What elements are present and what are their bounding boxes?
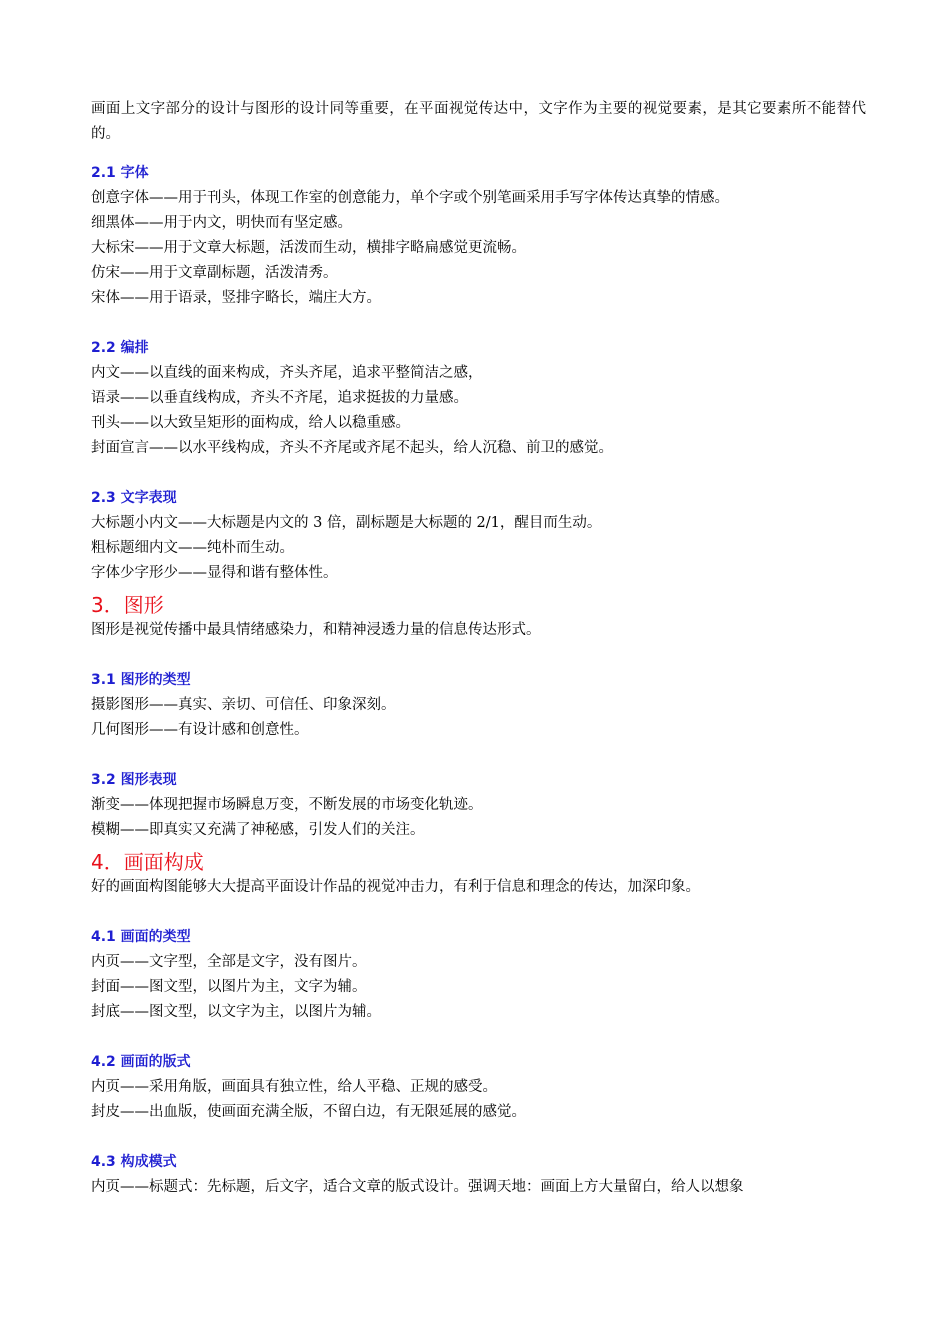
section-2-3-line: 大标题小内文——大标题是内文的 3 倍，副标题是大标题的 2/1，醒目而生动。	[91, 515, 602, 531]
section-2-2-line: 刊头——以大致呈矩形的面构成，给人以稳重感。	[91, 415, 410, 431]
section-2-1-line: 宋体——用于语录，竖排字略长，端庄大方。	[91, 290, 381, 306]
section-3-intro: 图形是视觉传播中最具情绪感染力，和精神浸透力量的信息传达形式。	[91, 622, 541, 638]
section-2-2-heading: 2.2 编排	[91, 340, 149, 356]
section-2-1-heading: 2.1 字体	[91, 165, 149, 181]
section-4-1-line: 封面——图文型，以图片为主，文字为辅。	[91, 979, 367, 995]
section-4-heading: 4．画面构成	[91, 850, 204, 874]
section-3-heading: 3．图形	[91, 593, 164, 617]
section-4-1-line: 内页——文字型，全部是文字，没有图片。	[91, 954, 367, 970]
section-2-1-line: 大标宋——用于文章大标题，活泼而生动，横排字略扁感觉更流畅。	[91, 240, 526, 256]
section-3-1-heading: 3.1 图形的类型	[91, 672, 191, 688]
section-2-3-heading: 2.3 文字表现	[91, 490, 177, 506]
section-4-intro: 好的画面构图能够大大提高平面设计作品的视觉冲击力，有利于信息和理念的传达，加深印象。	[91, 879, 700, 895]
section-3-1-line: 摄影图形——真实、亲切、可信任、印象深刻。	[91, 697, 396, 713]
section-3-2-line: 模糊——即真实又充满了神秘感，引发人们的关注。	[91, 822, 425, 838]
section-4-2-heading: 4.2 画面的版式	[91, 1054, 191, 1070]
section-2-3-line: 粗标题细内文——纯朴而生动。	[91, 540, 294, 556]
document-page	[91, 97, 866, 1200]
section-2-2-line: 内文——以直线的面来构成，齐头齐尾，追求平整简洁之感，	[91, 365, 483, 381]
section-4-2-line: 封皮——出血版，使画面充满全版，不留白边，有无限延展的感觉。	[91, 1104, 526, 1120]
section-4-2-line: 内页——采用角版，画面具有独立性，给人平稳、正规的感受。	[91, 1079, 497, 1095]
section-4-3-heading: 4.3 构成模式	[91, 1154, 177, 1170]
section-3-2-heading: 3.2 图形表现	[91, 772, 177, 788]
section-2-1-line: 仿宋——用于文章副标题，活泼清秀。	[91, 265, 338, 281]
section-4-3-line: 内页——标题式：先标题，后文字，适合文章的版式设计。强调天地：画面上方大量留白，给人以想象	[91, 1179, 744, 1195]
section-2-1-line: 创意字体——用于刊头，体现工作室的创意能力，单个字或个别笔画采用手写字体传达真挚的情感。	[91, 190, 729, 206]
section-3-1-line: 几何图形——有设计感和创意性。	[91, 722, 309, 738]
intro-paragraph: 画面上文字部分的设计与图形的设计同等重要，在平面视觉传达中，文字作为主要的视觉要素，是其它要素所不能替代的。	[91, 101, 866, 142]
section-2-2-line: 封面宣言——以水平线构成，齐头不齐尾或齐尾不起头，给人沉稳、前卫的感觉。	[91, 440, 613, 456]
section-4-1-heading: 4.1 画面的类型	[91, 929, 191, 945]
section-2-1-line: 细黑体——用于内文，明快而有坚定感。	[91, 215, 352, 231]
section-4-1-line: 封底——图文型，以文字为主，以图片为辅。	[91, 1004, 381, 1020]
section-2-3-line: 字体少字形少——显得和谐有整体性。	[91, 565, 338, 581]
section-2-2-line: 语录——以垂直线构成，齐头不齐尾，追求挺拔的力量感。	[91, 390, 468, 406]
section-3-2-line: 渐变——体现把握市场瞬息万变，不断发展的市场变化轨迹。	[91, 797, 483, 813]
